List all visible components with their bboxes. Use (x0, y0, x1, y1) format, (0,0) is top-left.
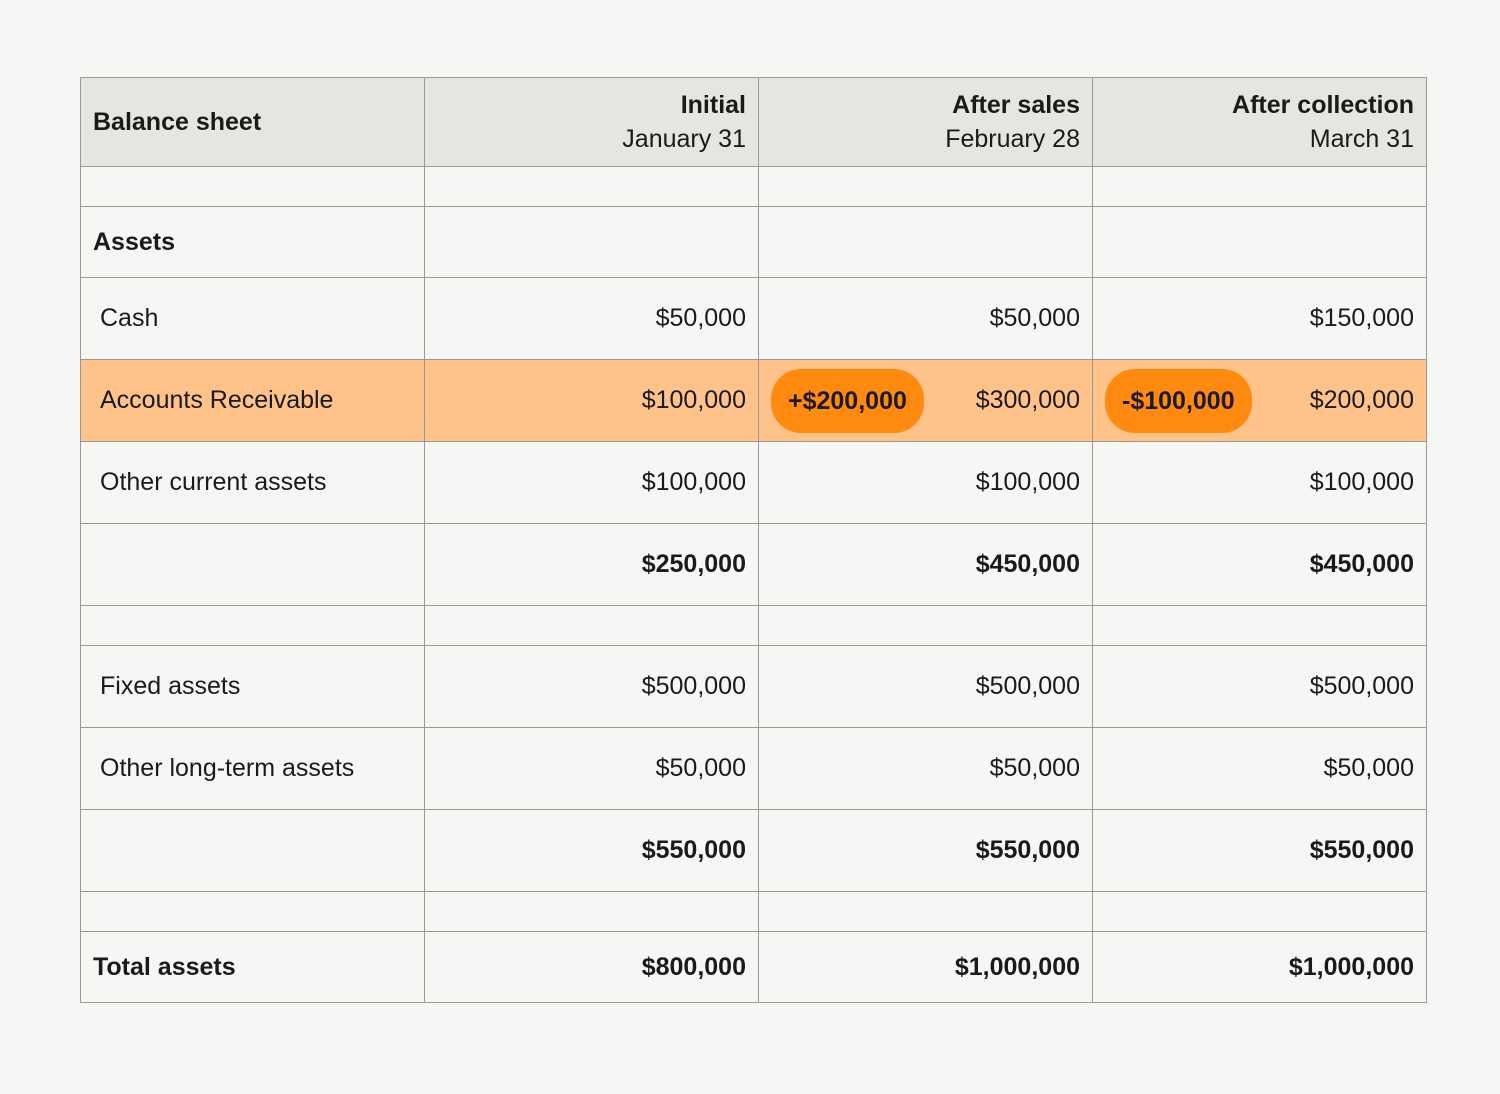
spacer-row (81, 892, 1427, 932)
header-row (81, 78, 1427, 167)
table-row-current-subtotal (81, 524, 1427, 606)
column-date: February 28 (945, 125, 1080, 153)
subtotal-value: $550,000 (425, 810, 759, 892)
table-row-cash (81, 278, 1427, 360)
cell-value: $50,000 (759, 728, 1093, 810)
cell-value: $500,000 (1093, 646, 1427, 728)
column-date: March 31 (1309, 125, 1414, 153)
row-label: Total assets (81, 932, 425, 1003)
table-row-other-current-assets (81, 442, 1427, 524)
cell-value: $100,000 (1093, 442, 1427, 524)
column-name: Initial (680, 91, 746, 119)
column-header-after-collection (1093, 78, 1427, 167)
row-label: Accounts Receivable (81, 360, 425, 442)
subtotal-value: $550,000 (1093, 810, 1427, 892)
table-row-long-term-subtotal (81, 810, 1427, 892)
cell-value: $50,000 (759, 278, 1093, 360)
section-row-assets (81, 207, 1427, 278)
column-date: January 31 (622, 125, 746, 153)
row-label: Other current assets (81, 442, 425, 524)
cell-value: $100,000 (425, 442, 759, 524)
cell-with-change (759, 360, 1093, 442)
table-row-total-assets (81, 932, 1427, 1003)
spacer-row (81, 606, 1427, 646)
cell-with-change (1093, 360, 1427, 442)
column-name: After sales (952, 91, 1080, 119)
column-name: After collection (1232, 91, 1414, 119)
cell-value: $500,000 (425, 646, 759, 728)
row-label: Other long-term assets (81, 728, 425, 810)
cell-value: $50,000 (425, 728, 759, 810)
balance-sheet-table (80, 77, 1427, 1003)
subtotal-value: $550,000 (759, 810, 1093, 892)
change-badge: +$200,000 (771, 369, 924, 433)
cell-value: $500,000 (759, 646, 1093, 728)
total-value: $800,000 (425, 932, 759, 1003)
column-header-after-sales (759, 78, 1093, 167)
cell-value: $50,000 (425, 278, 759, 360)
cell-value: $150,000 (1093, 278, 1427, 360)
total-value: $1,000,000 (759, 932, 1093, 1003)
total-value: $1,000,000 (1093, 932, 1427, 1003)
row-label: Cash (81, 278, 425, 360)
row-label: Fixed assets (81, 646, 425, 728)
table-title: Balance sheet (81, 78, 425, 167)
cell-value: $100,000 (425, 360, 759, 442)
table-row-fixed-assets (81, 646, 1427, 728)
change-badge: -$100,000 (1105, 369, 1252, 433)
subtotal-value: $250,000 (425, 524, 759, 606)
cell-value: $300,000 (975, 386, 1080, 414)
section-label: Assets (81, 207, 425, 278)
spacer-row (81, 167, 1427, 207)
subtotal-value: $450,000 (1093, 524, 1427, 606)
table-row-accounts-receivable (81, 360, 1427, 442)
table-row-other-long-term-assets (81, 728, 1427, 810)
cell-value: $50,000 (1093, 728, 1427, 810)
cell-value: $100,000 (759, 442, 1093, 524)
subtotal-value: $450,000 (759, 524, 1093, 606)
column-header-initial (425, 78, 759, 167)
cell-value: $200,000 (1309, 386, 1414, 414)
